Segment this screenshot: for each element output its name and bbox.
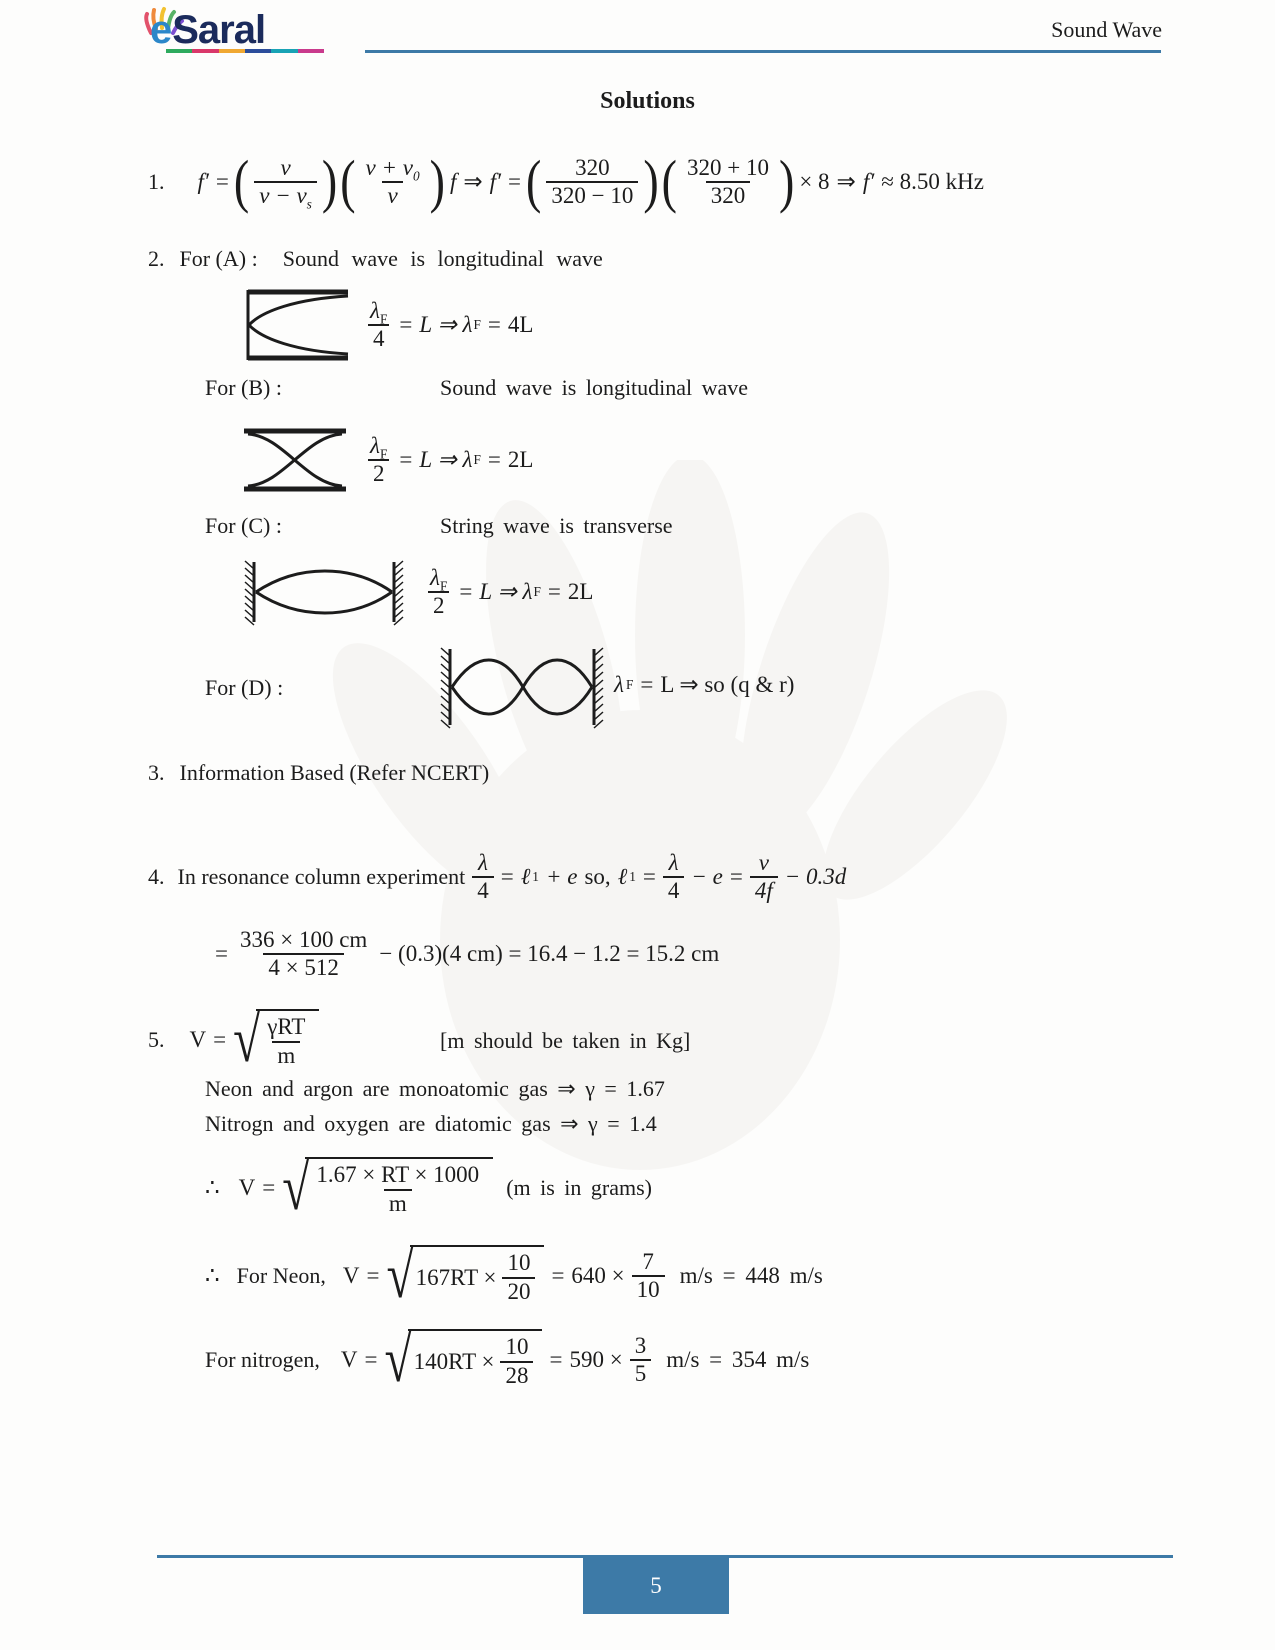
fraction	[235, 927, 372, 982]
math-token: 4L	[507, 312, 534, 337]
math-token: 167RT ×	[415, 1264, 497, 1290]
math-token: =	[642, 864, 656, 889]
math-token: =	[500, 864, 514, 889]
math-token: V	[340, 1347, 358, 1372]
math-token: m	[272, 1041, 300, 1069]
page-number: 5	[650, 1573, 662, 1598]
math-token: f′	[197, 169, 209, 194]
math-token: =	[549, 1347, 563, 1372]
problem-3-text: Information Based (Refer NCERT)	[179, 760, 490, 785]
math-token: 320	[575, 154, 610, 180]
math-token: =	[364, 1347, 378, 1372]
problem-5-number: 5.	[148, 1027, 165, 1052]
fraction	[546, 155, 638, 210]
math-token: m	[384, 1189, 412, 1217]
fraction	[365, 433, 392, 488]
paren: )	[321, 148, 338, 214]
logo-letter-e: e	[150, 8, 173, 52]
math-token: =	[459, 579, 473, 604]
math-token: 590 ×	[569, 1347, 623, 1372]
math-token: γRT	[267, 1014, 306, 1040]
fraction	[262, 1014, 310, 1069]
math-token: v − v	[259, 183, 307, 208]
math-token: =	[487, 312, 501, 337]
math-token: =	[215, 941, 228, 966]
case-d-equation: λ F = L ⇒ so (q & r)	[614, 672, 795, 697]
diagram-a-row: $\frac{\lambda_F}{4}$ = L ⇒ λ F = 4L	[238, 286, 533, 364]
therefore-symbol: ∴	[205, 1263, 220, 1288]
math-subscript: F	[379, 446, 388, 462]
math-token: 4	[663, 876, 685, 904]
math-token: =	[213, 1027, 227, 1052]
math-token: − (0.3)(4 cm) = 16.4 − 1.2 = 15.2 cm	[379, 941, 720, 966]
square-root	[233, 1003, 319, 1076]
math-token: 4	[472, 876, 494, 904]
fraction	[502, 1250, 535, 1305]
math-token: λ	[370, 297, 380, 323]
problem-4-number: 4.	[148, 864, 165, 889]
math-token: =	[551, 1263, 565, 1288]
math-token: v	[280, 154, 291, 180]
string-fundamental-diagram	[238, 556, 410, 628]
math-token: λ	[430, 564, 440, 590]
radical-body	[305, 1157, 493, 1219]
fraction	[663, 850, 685, 905]
solution-5-line-1	[148, 1003, 319, 1077]
math-token: m/s = 354 m/s	[666, 1347, 810, 1372]
fraction	[630, 1333, 652, 1388]
diagram-b-row: $\frac{\lambda_F}{2}$ = L ⇒ λ F = 2L	[238, 426, 533, 494]
underline-segment	[271, 49, 297, 53]
math-token: λ	[370, 432, 380, 458]
fraction	[254, 155, 317, 210]
fraction	[365, 298, 392, 353]
math-token: 5	[630, 1359, 652, 1387]
fraction	[472, 850, 494, 905]
math-token: L ⇒ λ	[419, 447, 473, 472]
math-token: 140RT ×	[413, 1348, 495, 1374]
paren: (	[661, 148, 677, 214]
fraction	[632, 1249, 665, 1304]
math-token: =	[547, 579, 561, 604]
math-subscript: F	[439, 578, 448, 594]
math-token: 10	[507, 1250, 531, 1276]
math-token: λ	[477, 849, 488, 875]
case-c-label: For (C) :	[205, 513, 282, 538]
math-token: =	[262, 1175, 276, 1200]
fraction	[425, 565, 452, 620]
radical-symbol: √	[282, 1151, 310, 1224]
open-pipe-fundamental-diagram	[238, 426, 350, 494]
radical-body	[256, 1009, 319, 1071]
page-heading: Solutions	[600, 88, 695, 114]
math-token: 4	[368, 324, 390, 352]
solution-2-line-a	[148, 246, 603, 272]
radical-body	[410, 1245, 545, 1307]
math-token: 1.67 × RT × 1000	[316, 1162, 480, 1188]
problem-4-intro: In resonance column experiment	[177, 864, 466, 889]
problem-2-number: 2.	[148, 246, 165, 271]
fraction	[682, 155, 774, 210]
solution-4-line-1: 4. In resonance column experiment $\frac{\lambda}{4}$ = ℓ 1 + e so, ℓ 1 = $\frac{\lambda}{4}$ − e = $\frac{v}{4f}$ − 0.3d	[148, 849, 847, 903]
math-token	[254, 181, 317, 212]
solution-5-nitrogen	[205, 1321, 809, 1399]
arrow-symbol: ⇒	[463, 169, 483, 194]
math-token: + e	[545, 864, 578, 889]
problem-3-number: 3.	[148, 760, 165, 785]
paren: (	[526, 148, 542, 214]
solution-5-line-4	[205, 1152, 652, 1224]
math-token: λ	[668, 849, 679, 875]
neon-gamma-line: Neon and argon are monoatomic gas ⇒ γ = 1.67	[205, 1076, 665, 1101]
case-b-statement: Sound wave is longitudinal wave	[440, 375, 749, 400]
math-token: V	[342, 1263, 360, 1288]
case-a-label: For (A) :	[179, 246, 258, 271]
math-token: =	[487, 447, 501, 472]
math-token: v	[382, 181, 402, 209]
square-root	[384, 1323, 543, 1396]
math-subscript: F	[379, 311, 388, 327]
square-root	[282, 1151, 493, 1224]
solution-1	[148, 144, 984, 220]
math-token: 7	[642, 1248, 654, 1274]
math-token: L ⇒ so (q & r)	[660, 672, 795, 697]
neon-label: For Neon,	[236, 1263, 326, 1288]
page-number-box	[583, 1558, 729, 1614]
case-d-label: For (D) :	[205, 675, 284, 700]
radical-symbol: √	[384, 1323, 412, 1396]
math-token: =	[640, 672, 654, 697]
math-token	[425, 564, 452, 594]
logo-brand-name: Saral	[172, 8, 266, 52]
math-token: 320 − 10	[546, 181, 638, 209]
fraction	[500, 1334, 533, 1389]
esaral-logo	[150, 8, 370, 53]
arrow-symbol: ⇒	[836, 169, 856, 194]
problem-1-number: 1.	[148, 169, 165, 194]
math-token: 28	[500, 1361, 533, 1389]
math-token: =	[729, 864, 743, 889]
radical-body	[408, 1329, 543, 1391]
case-b-label: For (B) :	[205, 375, 282, 400]
math-token: ℓ	[520, 864, 531, 889]
math-token: =	[215, 169, 229, 194]
math-token: 20	[502, 1277, 535, 1305]
math-token: L ⇒ λ	[419, 312, 473, 337]
math-token: m/s = 448 m/s	[679, 1263, 823, 1288]
math-token	[361, 154, 425, 184]
math-token: − e	[691, 864, 723, 889]
math-subscript: 0	[412, 168, 420, 184]
radical-symbol: √	[233, 1003, 261, 1076]
math-token: v	[758, 849, 769, 875]
case-c-statement: String wave is transverse	[440, 513, 673, 538]
paren: )	[778, 148, 795, 214]
closed-pipe-fundamental-diagram	[238, 286, 350, 364]
doc-title: Sound Wave	[1051, 17, 1162, 42]
solution-3	[148, 760, 489, 786]
paren: )	[643, 148, 659, 214]
math-token: f′	[489, 169, 502, 194]
math-token: 2	[428, 591, 450, 619]
math-token: 3	[634, 1332, 647, 1358]
grams-note: (m is in grams)	[506, 1175, 653, 1200]
math-token: 2	[368, 459, 390, 487]
math-token: v + v	[365, 154, 413, 180]
math-token: 336 × 100 cm	[239, 926, 368, 952]
diagram-c-row: $\frac{\lambda_F}{2}$ = L ⇒ λ F = 2L	[238, 556, 593, 628]
kg-note: [m should be taken in Kg]	[440, 1028, 691, 1053]
paren: (	[340, 148, 356, 214]
paren: )	[429, 148, 445, 214]
math-token: f	[449, 169, 457, 194]
fraction	[311, 1162, 484, 1217]
case-a-statement: Sound wave is longitudinal wave	[282, 246, 603, 271]
math-token: =	[508, 169, 522, 194]
math-token: 640 ×	[571, 1263, 625, 1288]
nitrogen-gamma-line: Nitrogn and oxygen are diatomic gas ⇒ γ = 1.4	[205, 1111, 657, 1136]
math-token: 4 × 512	[263, 953, 343, 981]
math-token: 320	[706, 181, 751, 209]
fraction	[361, 155, 425, 210]
math-token: V	[189, 1027, 207, 1052]
math-token: 4f	[750, 876, 778, 904]
math-token: =	[366, 1263, 380, 1288]
nitrogen-label: For nitrogen,	[205, 1347, 320, 1372]
math-token: × 8	[799, 169, 830, 194]
fraction	[750, 850, 778, 905]
math-token: ℓ	[617, 864, 628, 889]
math-token: so,	[584, 864, 611, 889]
math-token: V	[238, 1175, 256, 1200]
math-token: =	[399, 312, 413, 337]
solution-4-line-2	[215, 920, 719, 988]
therefore-symbol: ∴	[205, 1175, 220, 1200]
math-token: 320 + 10	[687, 154, 769, 180]
math-token: 2L	[567, 579, 594, 604]
paren: (	[233, 148, 250, 214]
header-rule	[365, 50, 1161, 53]
math-token	[365, 432, 392, 462]
math-token: 2L	[507, 447, 534, 472]
math-token: 10	[505, 1334, 529, 1360]
math-subscript: s	[306, 196, 312, 212]
radical-symbol: √	[386, 1239, 414, 1312]
string-second-harmonic-diagram	[438, 645, 606, 729]
solution-5-neon	[205, 1237, 823, 1315]
underline-segment	[298, 49, 324, 53]
math-token: =	[399, 447, 413, 472]
math-token: λ	[614, 672, 624, 697]
square-root	[386, 1239, 544, 1312]
math-token: f′	[862, 169, 875, 194]
math-token: − 0.3d	[784, 864, 847, 889]
math-token: L ⇒ λ	[479, 579, 533, 604]
math-token	[365, 297, 392, 327]
math-token: 10	[632, 1275, 665, 1303]
math-token: ≈ 8.50 kHz	[881, 169, 984, 194]
